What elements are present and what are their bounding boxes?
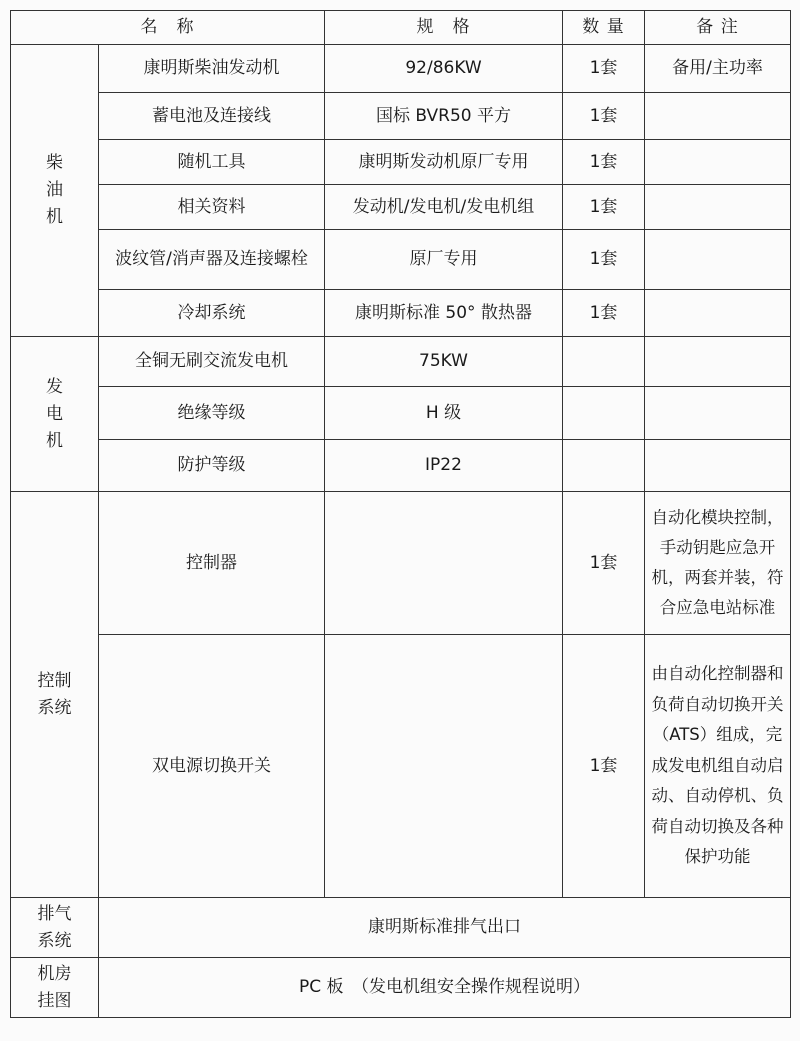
table-row <box>11 93 791 140</box>
table-row <box>11 45 791 93</box>
item-qty: 1套 <box>563 290 645 337</box>
item-qty <box>563 440 645 492</box>
header-spec: 规 格 <box>325 11 563 45</box>
item-spec: 康明斯标准 50° 散热器 <box>325 290 563 337</box>
item-spec: 75KW <box>325 337 563 387</box>
item-qty: 1套 <box>563 93 645 140</box>
item-note <box>645 140 791 185</box>
section-label-diesel <box>11 45 99 337</box>
item-spec <box>325 635 563 898</box>
item-spec: 92/86KW <box>325 45 563 93</box>
table-header-row <box>11 11 791 45</box>
item-note <box>645 230 791 290</box>
item-name: 防护等级 <box>99 440 325 492</box>
item-note: 备用/主功率 <box>645 45 791 93</box>
item-name: 蓄电池及连接线 <box>99 93 325 140</box>
table-row <box>11 898 791 958</box>
item-spec: 原厂专用 <box>325 230 563 290</box>
item-name: 全铜无刷交流发电机 <box>99 337 325 387</box>
table-row <box>11 337 791 387</box>
item-name: 双电源切换开关 <box>99 635 325 898</box>
item-name: 控制器 <box>99 492 325 635</box>
equipment-spec-table <box>10 10 791 1018</box>
item-note <box>645 337 791 387</box>
item-name: 波纹管/消声器及连接螺栓 <box>99 230 325 290</box>
section-label-control <box>11 492 99 898</box>
item-name: 绝缘等级 <box>99 387 325 440</box>
item-qty <box>563 337 645 387</box>
item-name: 康明斯柴油发动机 <box>99 45 325 93</box>
header-note: 备 注 <box>645 11 791 45</box>
header-name: 名 称 <box>11 11 325 45</box>
item-note <box>645 290 791 337</box>
table-row <box>11 290 791 337</box>
section-label-generator <box>11 337 99 492</box>
item-qty: 1套 <box>563 492 645 635</box>
item-name: 相关资料 <box>99 185 325 230</box>
item-spec: 发动机/发电机/发电机组 <box>325 185 563 230</box>
table-row <box>11 958 791 1018</box>
item-note: 由自动化控制器和负荷自动切换开关（ATS）组成，完成发电机组自动启动、自动停机、负荷自动切换及各种保护功能 <box>645 635 791 898</box>
item-note: 自动化模块控制，手动钥匙应急开机，两套并装，符合应急电站标准 <box>645 492 791 635</box>
section-label-text: 控制 系统 <box>37 670 72 718</box>
section-label-text: 排气 系统 <box>37 903 72 951</box>
header-qty: 数 量 <box>563 11 645 45</box>
section-label-exhaust <box>11 898 99 958</box>
section-label-text: 柴 油 机 <box>46 153 63 227</box>
table-row <box>11 387 791 440</box>
item-spec: 国标 BVR50 平方 <box>325 93 563 140</box>
item-qty: 1套 <box>563 140 645 185</box>
item-spec: IP22 <box>325 440 563 492</box>
item-note <box>645 185 791 230</box>
exhaust-value: 康明斯标准排气出口 <box>99 898 791 958</box>
item-spec: 康明斯发动机原厂专用 <box>325 140 563 185</box>
table-row <box>11 492 791 635</box>
item-name: 随机工具 <box>99 140 325 185</box>
item-qty: 1套 <box>563 230 645 290</box>
table-row <box>11 440 791 492</box>
section-label-text: 发 电 机 <box>46 376 63 451</box>
item-spec <box>325 492 563 635</box>
section-label-room <box>11 958 99 1018</box>
item-qty: 1套 <box>563 45 645 93</box>
section-label-text: 机房 挂图 <box>37 963 72 1011</box>
item-spec: H 级 <box>325 387 563 440</box>
table-row <box>11 230 791 290</box>
table-row <box>11 140 791 185</box>
item-qty <box>563 387 645 440</box>
table-row <box>11 635 791 898</box>
item-qty: 1套 <box>563 185 645 230</box>
item-qty: 1套 <box>563 635 645 898</box>
item-note <box>645 93 791 140</box>
item-note <box>645 440 791 492</box>
item-name: 冷却系统 <box>99 290 325 337</box>
room-chart-value: PC 板 （发电机组安全操作规程说明） <box>99 958 791 1018</box>
item-note <box>645 387 791 440</box>
table-row <box>11 185 791 230</box>
